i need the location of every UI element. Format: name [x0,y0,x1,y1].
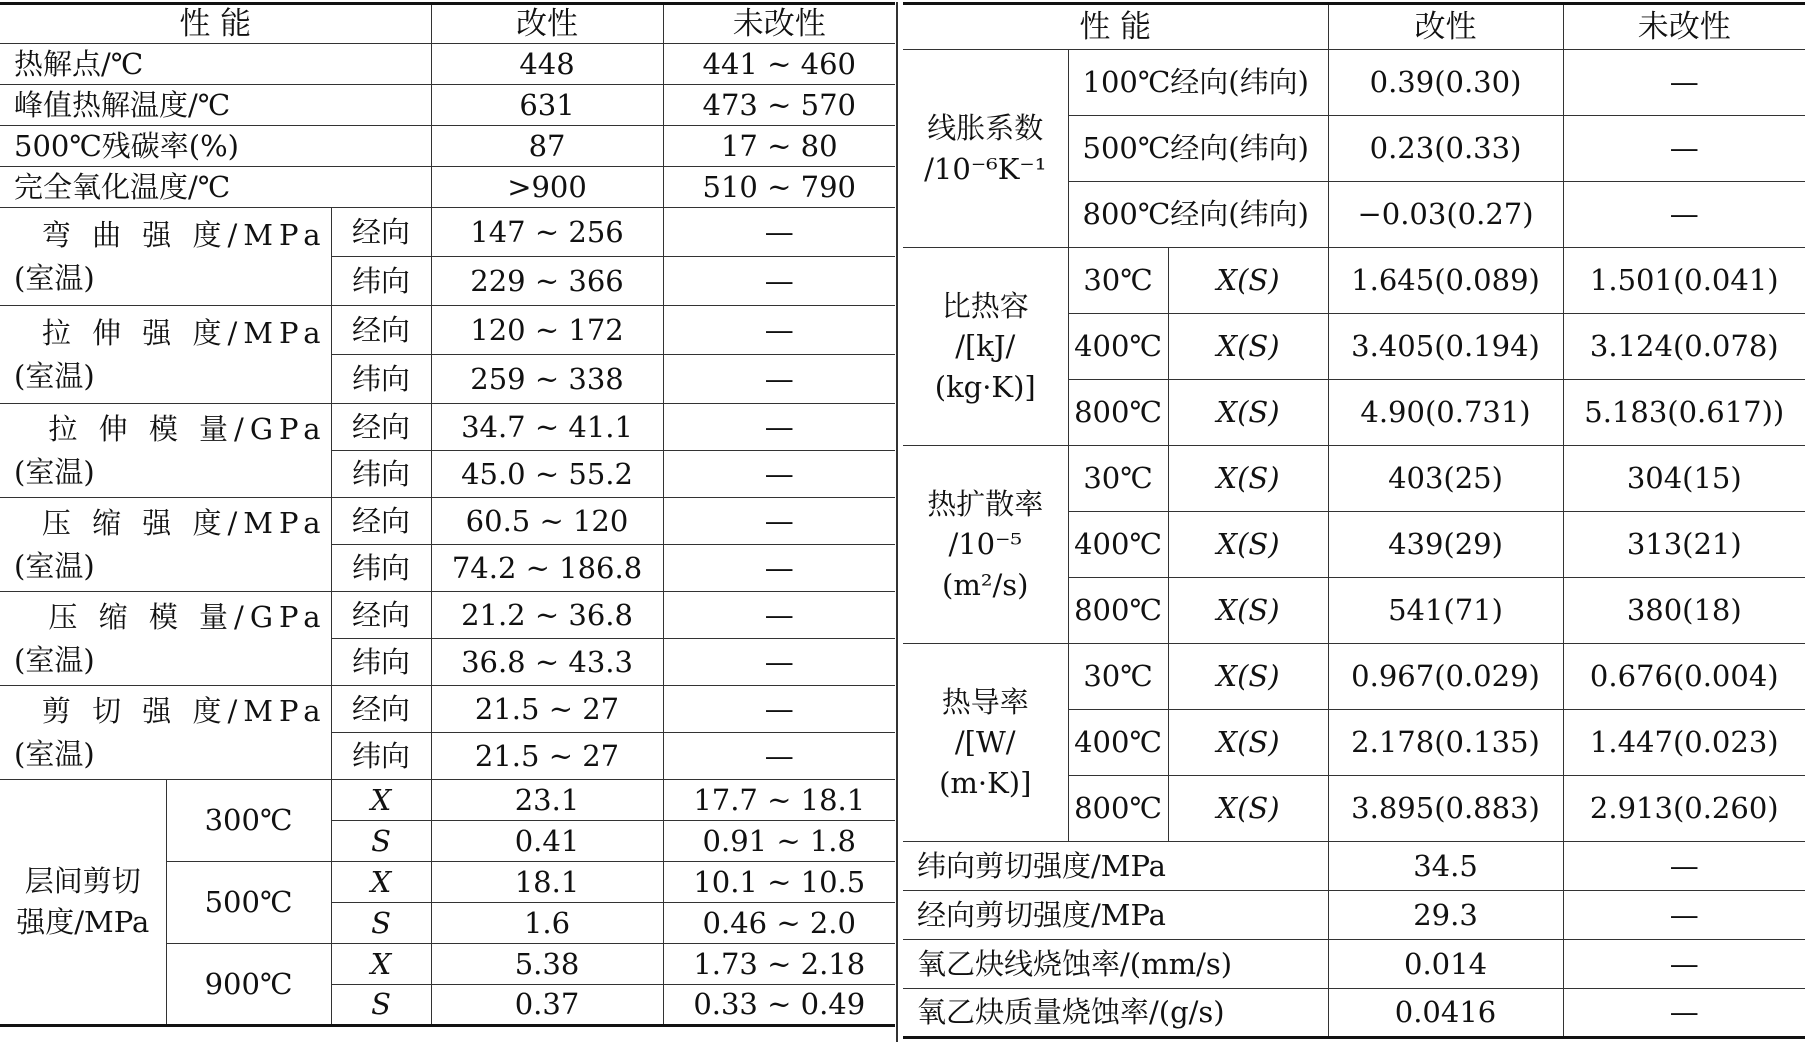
stat-label [331,821,431,862]
table-row [903,446,1805,512]
unmodified-value: — [1563,940,1805,989]
header-unmodified: 未改性 [1563,4,1805,50]
stat-label [331,903,431,944]
unmodified-value: 313(21) [1563,512,1805,578]
table-row [0,780,895,821]
unmodified-value: 1.501(0.041) [1563,248,1805,314]
modified-value: 1.645(0.089) [1328,248,1563,314]
temperature-label: 900℃ [166,944,331,1026]
group-name-line: /[kJ/ [955,329,1016,364]
group-name-line: /[W/ [954,725,1016,760]
table-row [903,842,1805,891]
condition-label: 800℃经向(纬向) [1068,182,1328,248]
modified-value: 0.0416 [1328,989,1563,1038]
modified-value: 34.7 ~ 41.1 [431,404,663,451]
group-name: 弯 曲 强 度/MPa [41,217,327,252]
modified-value: 21.2 ~ 36.8 [431,592,663,639]
modified-value: 0.967(0.029) [1328,644,1563,710]
unmodified-value: 1.447(0.023) [1563,710,1805,776]
group-condition: (室温) [14,736,95,771]
modified-value: 0.41 [431,821,663,862]
condition-label: 500℃经向(纬向) [1068,116,1328,182]
modified-value: 23.1 [431,780,663,821]
stat-symbol: X(S) [1216,461,1280,495]
modified-value: 60.5 ~ 120 [431,498,663,545]
header-unmodified: 未改性 [663,4,895,44]
stat-symbol: S [371,987,391,1021]
group-condition: (室温) [14,260,95,295]
unmodified-value: 3.124(0.078) [1563,314,1805,380]
direction-label: 纬向 [331,733,431,780]
stat-label [331,985,431,1026]
unmodified-value: 0.46 ~ 2.0 [663,903,895,944]
group-name-line: 热扩散率 [927,486,1044,521]
direction-label: 经向 [331,404,431,451]
temperature-label: 400℃ [1068,512,1168,578]
header-modified: 改性 [1328,4,1563,50]
group-name-cell [0,592,331,686]
direction-label: 纬向 [331,257,431,306]
group-name-line: (m·K)] [939,765,1032,800]
modified-value: >900 [431,167,663,208]
temperature-label: 500℃ [166,862,331,944]
group-condition: (室温) [14,358,95,393]
modified-value: 631 [431,85,663,126]
modified-value: 74.2 ~ 186.8 [431,545,663,592]
modified-value: 29.3 [1328,891,1563,940]
unmodified-value: — [1563,989,1805,1038]
modified-value: 439(29) [1328,512,1563,578]
direction-label: 纬向 [331,451,431,498]
temperature-label: 800℃ [1068,578,1168,644]
modified-value: 34.5 [1328,842,1563,891]
table-row [0,126,895,167]
table-row [0,498,895,545]
table-separator [896,2,902,1042]
group-name-cell [903,248,1068,446]
stat-symbol: X(S) [1216,263,1280,297]
unmodified-value: 380(18) [1563,578,1805,644]
unmodified-value: 441 ~ 460 [663,44,895,85]
modified-value: 541(71) [1328,578,1563,644]
unmodified-value: — [663,686,895,733]
unmodified-value: 510 ~ 790 [663,167,895,208]
table-row [0,306,895,355]
modified-value: 4.90(0.731) [1328,380,1563,446]
unmodified-value: — [663,545,895,592]
stat-label [1168,512,1328,578]
table-row [903,50,1805,116]
group-name-line: 线胀系数 [927,110,1044,145]
stat-label [331,944,431,985]
modified-value: 0.014 [1328,940,1563,989]
unmodified-value: — [1563,182,1805,248]
stat-label [1168,710,1328,776]
table-row [903,891,1805,940]
unmodified-value: 304(15) [1563,446,1805,512]
unmodified-value: 1.73 ~ 2.18 [663,944,895,985]
unmodified-value: 10.1 ~ 10.5 [663,862,895,903]
unmodified-value: 5.183(0.617)) [1563,380,1805,446]
temperature-label: 30℃ [1068,248,1168,314]
unmodified-value: — [663,451,895,498]
temperature-label: 800℃ [1068,776,1168,842]
table-row [903,248,1805,314]
stat-symbol: X(S) [1216,593,1280,627]
direction-label: 纬向 [331,355,431,404]
unmodified-value: 0.33 ~ 0.49 [663,985,895,1026]
table-row [903,989,1805,1038]
property-name: 热解点/℃ [0,44,431,85]
condition-label: 100℃经向(纬向) [1068,50,1328,116]
modified-value: 5.38 [431,944,663,985]
modified-value: 36.8 ~ 43.3 [431,639,663,686]
group-name: 压 缩 模 量/GPa [48,599,327,634]
stat-symbol: S [371,823,391,858]
stat-label [1168,776,1328,842]
modified-value: 87 [431,126,663,167]
left-property-table [0,2,895,1027]
header-row [903,4,1805,50]
stat-symbol: X(S) [1216,395,1280,429]
table-row [0,404,895,451]
unmodified-value: — [663,306,895,355]
modified-value: 229 ~ 366 [431,257,663,306]
table-row [0,85,895,126]
header-property: 性 能 [0,4,431,44]
group-condition: (室温) [14,454,95,489]
unmodified-value: — [663,592,895,639]
group-name-cell [0,208,331,306]
interlaminar-name-line2: 强度/MPa [16,905,150,939]
modified-value: 259 ~ 338 [431,355,663,404]
stat-label [331,862,431,903]
modified-value: 403(25) [1328,446,1563,512]
direction-label: 经向 [331,592,431,639]
property-name: 经向剪切强度/MPa [903,891,1328,940]
modified-value: 0.37 [431,985,663,1026]
direction-label: 经向 [331,208,431,257]
unmodified-value: — [1563,842,1805,891]
header-row [0,4,895,44]
interlaminar-name-cell [0,780,166,1026]
unmodified-value: 17.7 ~ 18.1 [663,780,895,821]
stat-symbol: X(S) [1216,527,1280,561]
group-name-line: /10⁻⁶K⁻¹ [924,151,1047,186]
modified-value: 0.39(0.30) [1328,50,1563,116]
table-row [903,940,1805,989]
group-condition: (室温) [14,642,95,677]
stat-label [1168,314,1328,380]
unmodified-value: — [1563,50,1805,116]
group-name-cell [0,498,331,592]
property-name: 峰值热解温度/℃ [0,85,431,126]
group-name-cell [903,644,1068,842]
modified-value: 120 ~ 172 [431,306,663,355]
unmodified-value: 2.913(0.260) [1563,776,1805,842]
stat-symbol: X(S) [1216,725,1280,759]
property-name: 氧乙炔质量烧蚀率/(g/s) [903,989,1328,1038]
group-name-cell [0,306,331,404]
stat-symbol: X(S) [1216,791,1280,825]
unmodified-value: 0.91 ~ 1.8 [663,821,895,862]
modified-value: 18.1 [431,862,663,903]
stat-label [1168,644,1328,710]
group-name-line: (m²/s) [942,567,1029,602]
table-row [903,644,1805,710]
temperature-label: 400℃ [1068,314,1168,380]
property-name: 纬向剪切强度/MPa [903,842,1328,891]
stat-label [1168,446,1328,512]
stat-symbol: X [370,946,392,981]
unmodified-value: — [663,639,895,686]
table-row [0,686,895,733]
header-property: 性 能 [903,4,1328,50]
table-row [0,167,895,208]
group-name-cell [903,446,1068,644]
direction-label: 经向 [331,498,431,545]
temperature-label: 30℃ [1068,446,1168,512]
modified-value: 147 ~ 256 [431,208,663,257]
unmodified-value: — [663,208,895,257]
unmodified-value: 473 ~ 570 [663,85,895,126]
temperature-label: 400℃ [1068,710,1168,776]
stat-label [1168,380,1328,446]
modified-value: −0.03(0.27) [1328,182,1563,248]
group-condition: (室温) [14,548,95,583]
modified-value: 21.5 ~ 27 [431,733,663,780]
table-row [0,44,895,85]
temperature-label: 800℃ [1068,380,1168,446]
unmodified-value: — [1563,891,1805,940]
group-name-line: 比热容 [941,288,1029,323]
unmodified-value: — [663,498,895,545]
property-name: 500℃残碳率(%) [0,126,431,167]
unmodified-value: 17 ~ 80 [663,126,895,167]
stat-symbol: X(S) [1216,659,1280,693]
unmodified-value: — [663,404,895,451]
direction-label: 经向 [331,686,431,733]
modified-value: 448 [431,44,663,85]
direction-label: 纬向 [331,639,431,686]
stat-symbol: S [371,905,391,940]
right-property-table [903,2,1805,1039]
modified-value: 1.6 [431,903,663,944]
group-name-line: 热导率 [941,684,1029,719]
stat-label [1168,248,1328,314]
group-name: 剪 切 强 度/MPa [41,693,327,728]
interlaminar-name-line1: 层间剪切 [24,864,141,899]
temperature-label: 30℃ [1068,644,1168,710]
group-name-line: /10⁻⁵ [948,527,1023,562]
property-name: 完全氧化温度/℃ [0,167,431,208]
stat-symbol: X(S) [1216,329,1280,363]
group-name-cell [903,50,1068,248]
unmodified-value: — [1563,116,1805,182]
group-name-cell [0,686,331,780]
modified-value: 2.178(0.135) [1328,710,1563,776]
modified-value: 3.895(0.883) [1328,776,1563,842]
stat-label [1168,578,1328,644]
table-row [0,208,895,257]
group-name-cell [0,404,331,498]
table-row [0,592,895,639]
unmodified-value: — [663,733,895,780]
group-name-line: (kg·K)] [934,369,1036,404]
unmodified-value: — [663,257,895,306]
direction-label: 纬向 [331,545,431,592]
group-name: 拉 伸 模 量/GPa [48,411,327,446]
group-name: 拉 伸 强 度/MPa [41,315,327,350]
modified-value: 45.0 ~ 55.2 [431,451,663,498]
header-modified: 改性 [431,4,663,44]
unmodified-value: — [663,355,895,404]
unmodified-value: 0.676(0.004) [1563,644,1805,710]
stat-symbol: X [370,782,392,817]
stat-label [331,780,431,821]
property-name: 氧乙炔线烧蚀率/(mm/s) [903,940,1328,989]
modified-value: 0.23(0.33) [1328,116,1563,182]
modified-value: 3.405(0.194) [1328,314,1563,380]
stat-symbol: X [370,864,392,899]
temperature-label: 300℃ [166,780,331,862]
direction-label: 经向 [331,306,431,355]
group-name: 压 缩 强 度/MPa [41,505,327,540]
modified-value: 21.5 ~ 27 [431,686,663,733]
